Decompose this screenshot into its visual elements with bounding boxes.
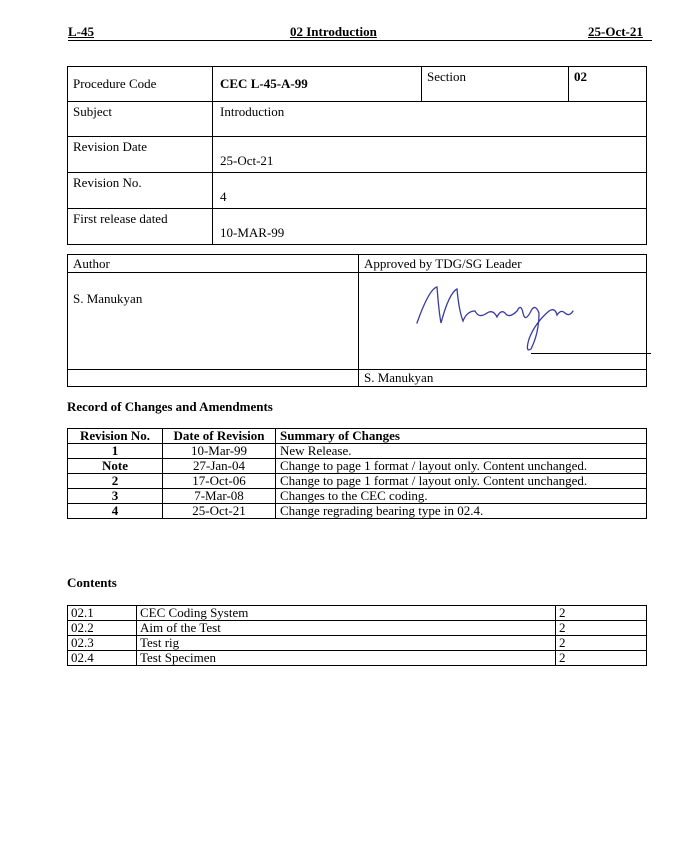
header-date: 25-Oct-21 [588, 24, 643, 39]
subject-label: Subject [68, 102, 213, 137]
author-label: Author [68, 255, 359, 273]
approval-footer-row [68, 370, 647, 387]
subject-value: Introduction [213, 102, 647, 137]
revision-date-cell: 7-Mar-08 [163, 489, 276, 504]
revision-no-cell: 3 [68, 489, 163, 504]
contents-number: 02.4 [68, 651, 137, 666]
revision-no-cell: 4 [68, 504, 163, 519]
procedure-code-label: Procedure Code [68, 67, 213, 102]
summary-cell: Change regrading bearing type in 02.4. [276, 504, 647, 519]
revision-date-value: 25-Oct-21 [213, 137, 647, 173]
header-title: 02 Introduction [290, 24, 377, 39]
approved-by-label: Approved by TDG/SG Leader [359, 255, 647, 273]
changes-header-row [68, 429, 647, 444]
procedure-meta-table [67, 66, 647, 245]
list-item [68, 636, 647, 651]
section-value: 02 [569, 67, 647, 102]
author-footer-cell [68, 370, 359, 387]
author-name: S. Manukyan [68, 273, 359, 370]
summary-cell: Changes to the CEC coding. [276, 489, 647, 504]
list-item [68, 651, 647, 666]
table-row [68, 459, 647, 474]
meta-row-revision-date [68, 137, 647, 173]
signature-image [359, 273, 649, 351]
contents-number: 02.3 [68, 636, 137, 651]
revision-no-cell: 2 [68, 474, 163, 489]
summary-cell: Change to page 1 format / layout only. Content unchanged. [276, 474, 647, 489]
summary-cell: New Release. [276, 444, 647, 459]
contents-number: 02.2 [68, 621, 137, 636]
revision-no-label: Revision No. [68, 173, 213, 209]
contents-page: 2 [556, 636, 647, 651]
contents-heading: Test Specimen [137, 651, 556, 666]
revision-no-cell: 1 [68, 444, 163, 459]
meta-row-revision-no [68, 173, 647, 209]
summary-cell: Change to page 1 format / layout only. Content unchanged. [276, 459, 647, 474]
col-summary: Summary of Changes [276, 429, 647, 444]
col-date-of-revision: Date of Revision [163, 429, 276, 444]
revision-date-cell: 17-Oct-06 [163, 474, 276, 489]
meta-row-procedure [68, 67, 647, 102]
procedure-code-value: CEC L-45-A-99 [213, 67, 422, 102]
first-release-label: First release dated [68, 209, 213, 245]
table-row [68, 489, 647, 504]
contents-number: 02.1 [68, 606, 137, 621]
list-item [68, 606, 647, 621]
table-row [68, 474, 647, 489]
contents-heading: CEC Coding System [137, 606, 556, 621]
contents-page: 2 [556, 621, 647, 636]
approver-name: S. Manukyan [359, 370, 647, 387]
contents-heading: Aim of the Test [137, 621, 556, 636]
table-row [68, 504, 647, 519]
changes-table [67, 428, 647, 519]
revision-no-cell: Note [68, 459, 163, 474]
signature-line [531, 353, 651, 354]
contents-page: 2 [556, 651, 647, 666]
revision-date-cell: 25-Oct-21 [163, 504, 276, 519]
header-rule [68, 40, 652, 41]
revision-date-cell: 27-Jan-04 [163, 459, 276, 474]
contents-page: 2 [556, 606, 647, 621]
first-release-value: 10-MAR-99 [213, 209, 647, 245]
table-row [68, 444, 647, 459]
list-item [68, 621, 647, 636]
signature-cell [359, 273, 647, 370]
changes-title: Record of Changes and Amendments [67, 399, 273, 414]
section-label: Section [422, 67, 569, 102]
approval-table [67, 254, 647, 387]
revision-no-value: 4 [213, 173, 647, 209]
meta-row-first-release [68, 209, 647, 245]
meta-row-subject [68, 102, 647, 137]
revision-date-label: Revision Date [68, 137, 213, 173]
approval-body-row [68, 273, 647, 370]
col-revision-no: Revision No. [68, 429, 163, 444]
contents-heading: Test rig [137, 636, 556, 651]
header-code: L-45 [68, 24, 94, 39]
contents-table [67, 605, 647, 666]
approval-header-row [68, 255, 647, 273]
revision-date-cell: 10-Mar-99 [163, 444, 276, 459]
contents-title: Contents [67, 575, 117, 590]
